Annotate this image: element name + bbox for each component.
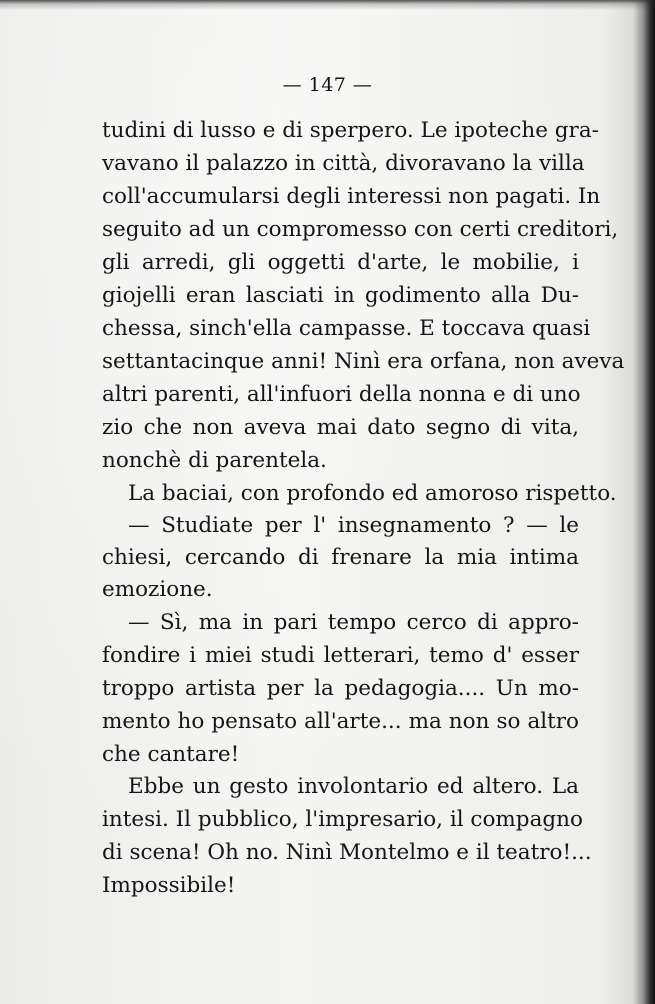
text-line: tudini di lusso e di sperpero. Le ipoteche gra- bbox=[102, 118, 599, 143]
text-line: troppo artista per la pedagogia.... Un mo- bbox=[102, 676, 579, 701]
text-line: gli arredi, gli oggetti d'arte, le mobilie, i bbox=[102, 250, 579, 275]
text-line: settantacinque anni! Ninì era orfana, non aveva bbox=[102, 349, 625, 374]
page-top-shadow bbox=[0, 0, 655, 10]
text-line: zio che non aveva mai dato segno di vita, bbox=[102, 415, 579, 440]
text-line: nonchè di parentela. bbox=[102, 448, 327, 473]
page-number: — 147 — bbox=[282, 74, 373, 96]
text-line: La baciai, con profondo ed amoroso rispetto. bbox=[128, 481, 617, 506]
text-line: emozione. bbox=[102, 577, 213, 602]
text-line: chiesi, cercando di frenare la mia intima bbox=[102, 545, 579, 570]
text-line: coll'accumularsi degli interessi non pagati. In bbox=[102, 184, 601, 209]
page-binding-edge bbox=[633, 0, 655, 1004]
text-line: Ebbe un gesto involontario ed altero. La bbox=[128, 774, 579, 799]
text-line: di scena! Oh no. Ninì Montelmo e il teatro!... bbox=[102, 840, 592, 865]
text-line: fondire i miei studi letterari, temo d' esser bbox=[102, 643, 579, 668]
text-line: che cantare! bbox=[102, 742, 240, 767]
text-line: vavano il palazzo in città, divoravano la villa bbox=[102, 151, 585, 176]
text-line: — Sì, ma in pari tempo cerco di appro- bbox=[128, 610, 579, 635]
text-line: — Studiate per l' insegnamento ? — le bbox=[128, 513, 579, 538]
text-line: altri parenti, all'infuori della nonna e di uno bbox=[102, 382, 581, 407]
text-line: intesi. Il pubblico, l'impresario, il compagno bbox=[102, 807, 583, 832]
text-line: mento ho pensato all'arte... ma non so altro bbox=[102, 709, 579, 734]
text-line: chessa, sinch'ella campasse. E toccava quasi bbox=[102, 316, 591, 341]
text-line: Impossibile! bbox=[102, 873, 236, 898]
text-line: giojelli eran lasciati in godimento alla Du- bbox=[102, 283, 579, 308]
text-line: seguito ad un compromesso con certi creditori, bbox=[102, 217, 619, 242]
